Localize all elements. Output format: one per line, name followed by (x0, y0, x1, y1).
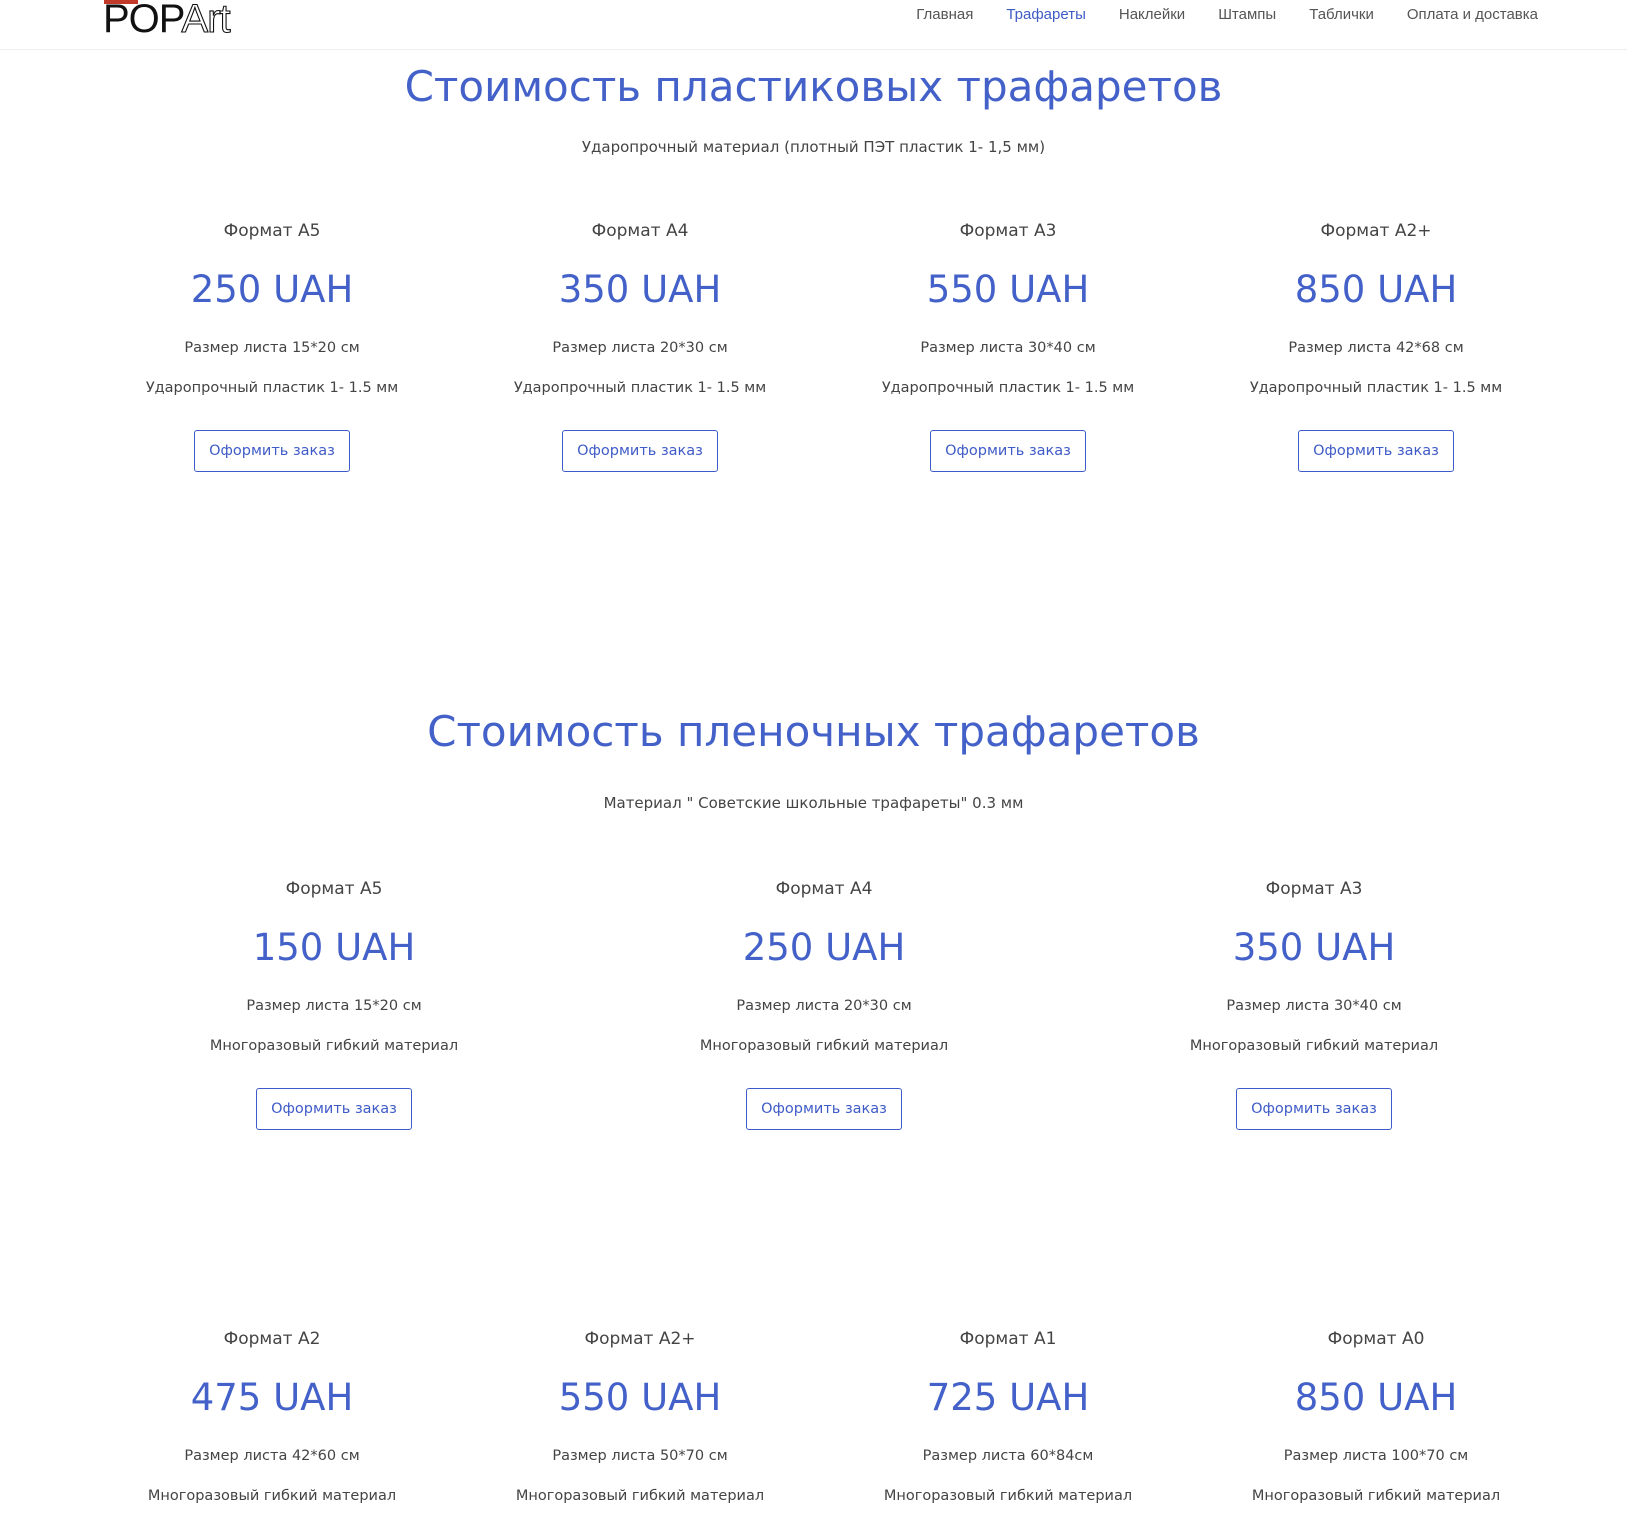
order-button[interactable]: Оформить заказ (746, 1088, 902, 1130)
card-format: Формат А3 (1265, 879, 1363, 899)
nav-link-stickers[interactable]: Наклейки (1118, 6, 1186, 23)
plastic-section-title: Стоимость пластиковых трафаретов (404, 62, 1223, 111)
card-size: Размер листа 30*40 см (920, 340, 1096, 356)
film-section-title: Стоимость пленочных трафаретов (427, 707, 1200, 756)
order-button[interactable]: Оформить заказ (256, 1088, 412, 1130)
nav-link-stencils[interactable]: Трафареты (1006, 6, 1086, 23)
site-logo[interactable]: POPArt (103, 0, 230, 41)
order-button[interactable]: Оформить заказ (562, 430, 718, 472)
card-format: Формат А2 (223, 1329, 321, 1349)
order-button[interactable]: Оформить заказ (930, 430, 1086, 472)
card-price: 850 UAH (1294, 268, 1458, 311)
card-price: 150 UAH (252, 926, 416, 969)
card-size: Размер листа 60*84см (922, 1448, 1094, 1464)
nav-link-plates[interactable]: Таблички (1309, 6, 1374, 23)
card-price: 550 UAH (558, 1376, 722, 1419)
card-material: Многоразовый гибкий материал (883, 1488, 1133, 1504)
plastic-card-a2plus (1226, 218, 1526, 472)
card-size: Размер листа 15*20 см (246, 998, 422, 1014)
card-material: Многоразовый гибкий материал (1251, 1488, 1501, 1504)
card-price: 850 UAH (1294, 1376, 1458, 1419)
card-format: Формат А5 (223, 221, 321, 241)
nav-link-home[interactable]: Главная (916, 6, 974, 23)
card-price: 250 UAH (190, 268, 354, 311)
nav-links (883, 5, 1538, 25)
order-button[interactable]: Оформить заказ (194, 430, 350, 472)
card-size: Размер листа 30*40 см (1226, 998, 1402, 1014)
film-card-a0 (1226, 1326, 1526, 1506)
order-button[interactable]: Оформить заказ (1298, 430, 1454, 472)
plastic-section-subtitle: Ударопрочный материал (плотный ПЭТ пластик 1- 1,5 мм) (581, 138, 1046, 156)
card-material: Ударопрочный пластик 1- 1.5 мм (881, 380, 1135, 396)
card-format: Формат А1 (959, 1329, 1057, 1349)
plastic-card-a5 (122, 218, 422, 472)
card-format: Формат А0 (1327, 1329, 1425, 1349)
card-material: Многоразовый гибкий материал (515, 1488, 765, 1504)
nav-link-payment-delivery[interactable]: Оплата и доставка (1406, 6, 1538, 23)
card-price: 725 UAH (926, 1376, 1090, 1419)
card-size: Размер листа 50*70 см (552, 1448, 728, 1464)
card-size: Размер листа 100*70 см (1283, 1448, 1469, 1464)
card-material: Многоразовый гибкий материал (209, 1038, 459, 1054)
card-format: Формат А5 (285, 879, 383, 899)
film-card-a3 (1164, 876, 1464, 1130)
card-material: Многоразовый гибкий материал (699, 1038, 949, 1054)
card-price: 250 UAH (742, 926, 906, 969)
card-format: Формат А4 (591, 221, 689, 241)
card-format: Формат А2+ (1320, 221, 1432, 241)
card-price: 550 UAH (926, 268, 1090, 311)
plastic-card-a3 (858, 218, 1158, 472)
card-price: 350 UAH (558, 268, 722, 311)
card-material: Ударопрочный пластик 1- 1.5 мм (513, 380, 767, 396)
card-size: Размер листа 42*60 см (184, 1448, 360, 1464)
card-price: 475 UAH (190, 1376, 354, 1419)
card-size: Размер листа 20*30 см (552, 340, 728, 356)
card-format: Формат А2+ (584, 1329, 696, 1349)
film-card-a4 (674, 876, 974, 1130)
film-section-subtitle: Материал " Советские школьные трафареты" 0.3 мм (603, 794, 1024, 812)
card-material: Многоразовый гибкий материал (147, 1488, 397, 1504)
card-size: Размер листа 15*20 см (184, 340, 360, 356)
order-button[interactable]: Оформить заказ (1236, 1088, 1392, 1130)
navbar (0, 0, 1627, 50)
film-card-a5 (184, 876, 484, 1130)
nav-link-stamps[interactable]: Штампы (1218, 6, 1277, 23)
card-format: Формат А4 (775, 879, 873, 899)
plastic-card-a4 (490, 218, 790, 472)
card-size: Размер листа 20*30 см (736, 998, 912, 1014)
film-card-a2 (122, 1326, 422, 1506)
film-card-a1 (858, 1326, 1158, 1506)
card-material: Ударопрочный пластик 1- 1.5 мм (1249, 380, 1503, 396)
card-material: Многоразовый гибкий материал (1189, 1038, 1439, 1054)
card-material: Ударопрочный пластик 1- 1.5 мм (145, 380, 399, 396)
film-card-a2plus (490, 1326, 790, 1506)
card-price: 350 UAH (1232, 926, 1396, 969)
card-size: Размер листа 42*68 см (1288, 340, 1464, 356)
card-format: Формат А3 (959, 221, 1057, 241)
